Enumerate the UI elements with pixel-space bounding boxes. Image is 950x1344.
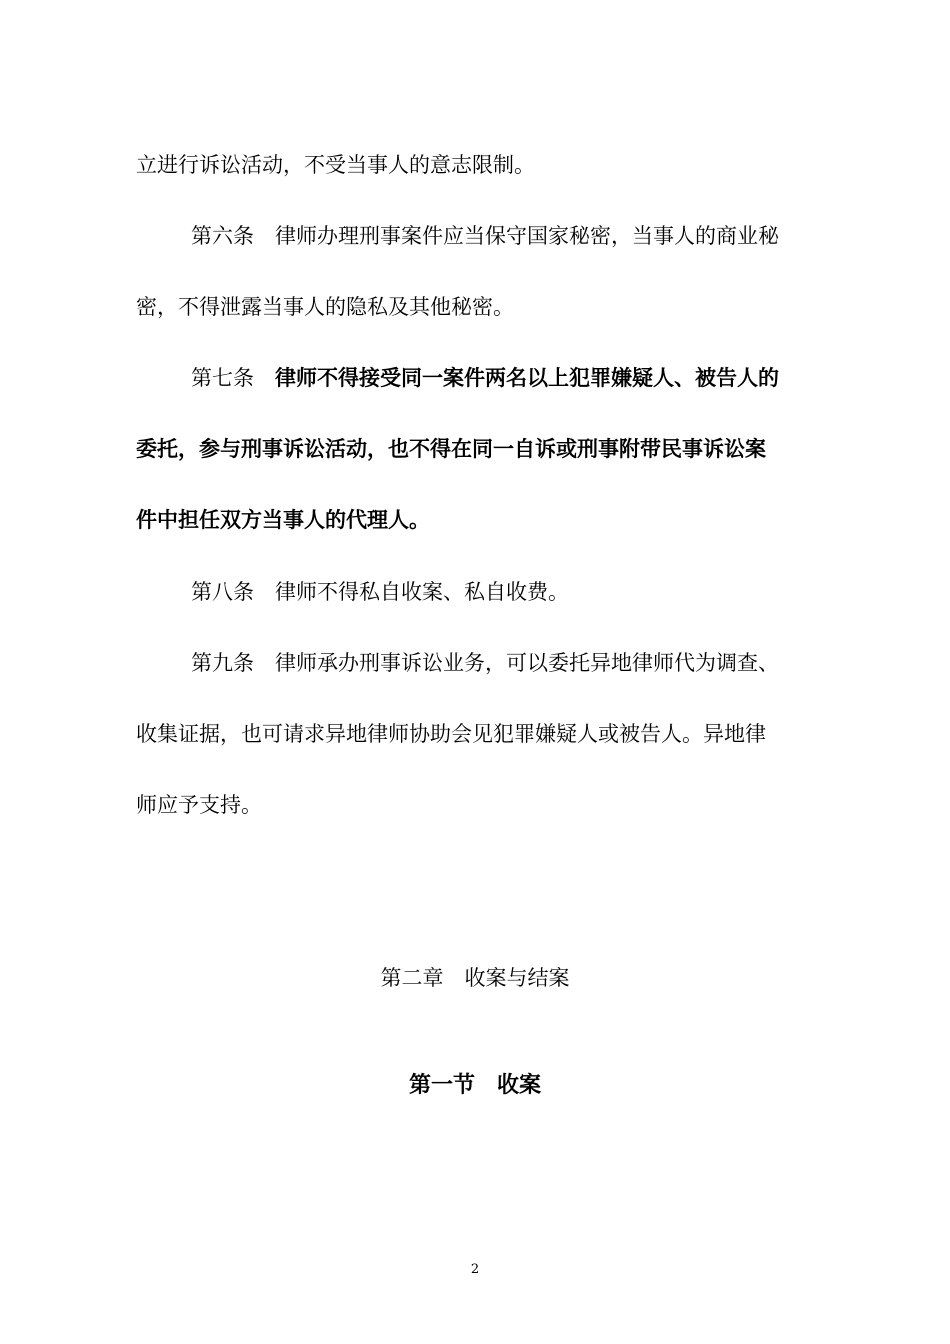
article-6-text: 密，不得泄露当事人的隐私及其他秘密。 [136, 295, 514, 319]
text: 立进行诉讼活动，不受当事人的意志限制。 [136, 153, 535, 177]
article-8-number: 第八条 [191, 580, 254, 604]
article-7-text: 律师不得接受同一案件两名以上犯罪嫌疑人、被告人的 [275, 366, 779, 390]
article-7-line-2 [136, 429, 816, 469]
article-7-text: 件中担任双方当事人的代理人。 [136, 508, 430, 532]
paragraph-line [136, 145, 816, 185]
article-7-number: 第七条 [191, 366, 254, 390]
article-7-line-3 [136, 500, 816, 540]
article-8-line-1 [191, 572, 816, 612]
article-7-text: 委托，参与刑事诉讼活动，也不得在同一自诉或刑事附带民事诉讼案 [136, 437, 766, 461]
page-number: 2 [470, 1262, 480, 1277]
article-8-text: 律师不得私自收案、私自收费。 [275, 580, 569, 604]
article-9-line-1 [191, 643, 816, 683]
article-7-line-1 [191, 358, 816, 398]
chapter-heading: 第二章 收案与结案 [380, 966, 570, 990]
article-6-text: 律师办理刑事案件应当保守国家秘密，当事人的商业秘 [275, 224, 779, 248]
article-6-line-1 [191, 216, 816, 256]
article-9-line-3 [136, 785, 816, 825]
article-6-line-2 [136, 287, 816, 327]
article-6-number: 第六条 [191, 224, 254, 248]
article-9-number: 第九条 [191, 651, 254, 675]
article-9-text: 师应予支持。 [136, 793, 262, 817]
article-9-text: 律师承办刑事诉讼业务，可以委托异地律师代为调查、 [275, 651, 779, 675]
article-9-text: 收集证据，也可请求异地律师协助会见犯罪嫌疑人或被告人。异地律 [136, 722, 766, 746]
article-9-line-2 [136, 714, 816, 754]
section-heading: 第一节 收案 [408, 1073, 541, 1098]
